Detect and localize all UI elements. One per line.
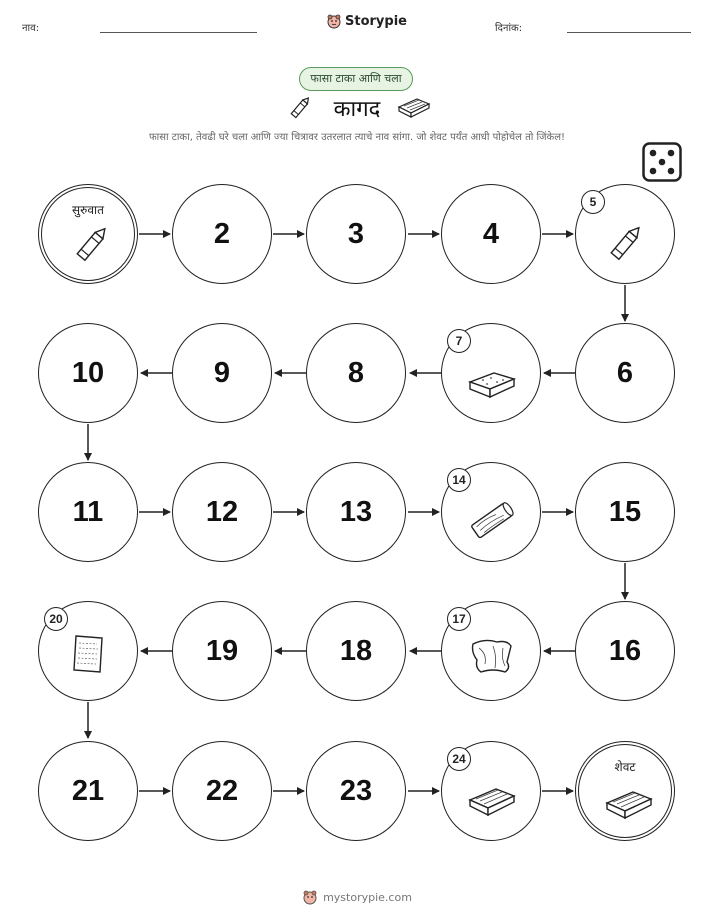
end-tile[interactable]: [575, 741, 675, 841]
tile-number-badge: 20: [44, 607, 68, 631]
tile-number: 8: [347, 356, 365, 389]
board-tile[interactable]: [172, 741, 272, 841]
tile-number: 16: [608, 634, 642, 667]
board-tile[interactable]: [441, 184, 541, 284]
log-icon: [467, 501, 517, 541]
board-tile[interactable]: [306, 323, 406, 423]
picture-tile[interactable]: [38, 601, 138, 701]
tile-number: 19: [205, 634, 239, 667]
tile-number-badge: 24: [447, 747, 471, 771]
start-label: सुरुवात: [72, 203, 104, 217]
storypie-mascot-icon: [302, 889, 318, 905]
board-tile[interactable]: [38, 323, 138, 423]
crayon-icon: [67, 224, 117, 264]
board-tile[interactable]: [38, 462, 138, 562]
tile-number: 2: [213, 217, 231, 250]
sponge-icon: [467, 362, 517, 402]
tile-number: 12: [205, 495, 239, 528]
instructions: फासा टाका, तेवढी घरे चला आणि ज्या चित्रावर उतरलात त्याचे नाव सांगा. जो शेवट पर्यंत आधी पोहोचेल तो जिंकेल!: [148, 132, 566, 143]
tile-number-badge: 17: [447, 607, 471, 631]
board-tile[interactable]: [575, 462, 675, 562]
footer-site-link[interactable]: mystorypie.com: [323, 890, 412, 904]
tile-number: 10: [71, 356, 105, 389]
board-tile[interactable]: [172, 323, 272, 423]
board-tile[interactable]: [172, 601, 272, 701]
picture-tile[interactable]: [441, 601, 541, 701]
tile-number: 22: [205, 774, 239, 807]
wood-block-icon: [467, 780, 517, 820]
picture-tile[interactable]: [575, 184, 675, 284]
name-label: नाव:: [22, 23, 40, 34]
board-tile[interactable]: [306, 741, 406, 841]
paper-sheet-icon: [64, 632, 114, 676]
board-tile[interactable]: [306, 462, 406, 562]
picture-tile[interactable]: [441, 462, 541, 562]
board-tile[interactable]: [575, 601, 675, 701]
picture-tile[interactable]: [441, 741, 541, 841]
tile-number: 13: [339, 495, 373, 528]
tile-number-badge: 7: [447, 329, 471, 353]
tile-number: 18: [339, 634, 373, 667]
tile-number: 21: [71, 774, 105, 807]
board-tile[interactable]: [172, 184, 272, 284]
crayon-icon: [601, 223, 651, 263]
board-tile[interactable]: [172, 462, 272, 562]
cloth-icon: [467, 632, 517, 676]
tile-number: 15: [608, 495, 642, 528]
end-label: शेवट: [614, 760, 636, 774]
board-tile[interactable]: [306, 184, 406, 284]
tile-number: 23: [339, 774, 373, 807]
date-label: दिनांक:: [495, 23, 523, 34]
tile-number: 4: [482, 217, 500, 250]
tile-number: 6: [616, 356, 634, 389]
start-tile[interactable]: [38, 184, 138, 284]
tile-number: 3: [347, 217, 365, 250]
board-tile[interactable]: [306, 601, 406, 701]
tile-number-badge: 5: [581, 190, 605, 214]
board-tile[interactable]: [38, 741, 138, 841]
tile-number: 9: [213, 356, 231, 389]
brand-name: Storypie: [345, 13, 407, 29]
game-type-badge: फासा टाका आणि चला: [299, 67, 413, 91]
tile-number-badge: 14: [447, 468, 471, 492]
wood-block-icon: [604, 783, 654, 823]
tile-number: 11: [72, 495, 104, 528]
picture-tile[interactable]: [441, 323, 541, 423]
page-title: कागद: [333, 97, 381, 122]
footer: [0, 889, 714, 905]
board-tile[interactable]: [575, 323, 675, 423]
